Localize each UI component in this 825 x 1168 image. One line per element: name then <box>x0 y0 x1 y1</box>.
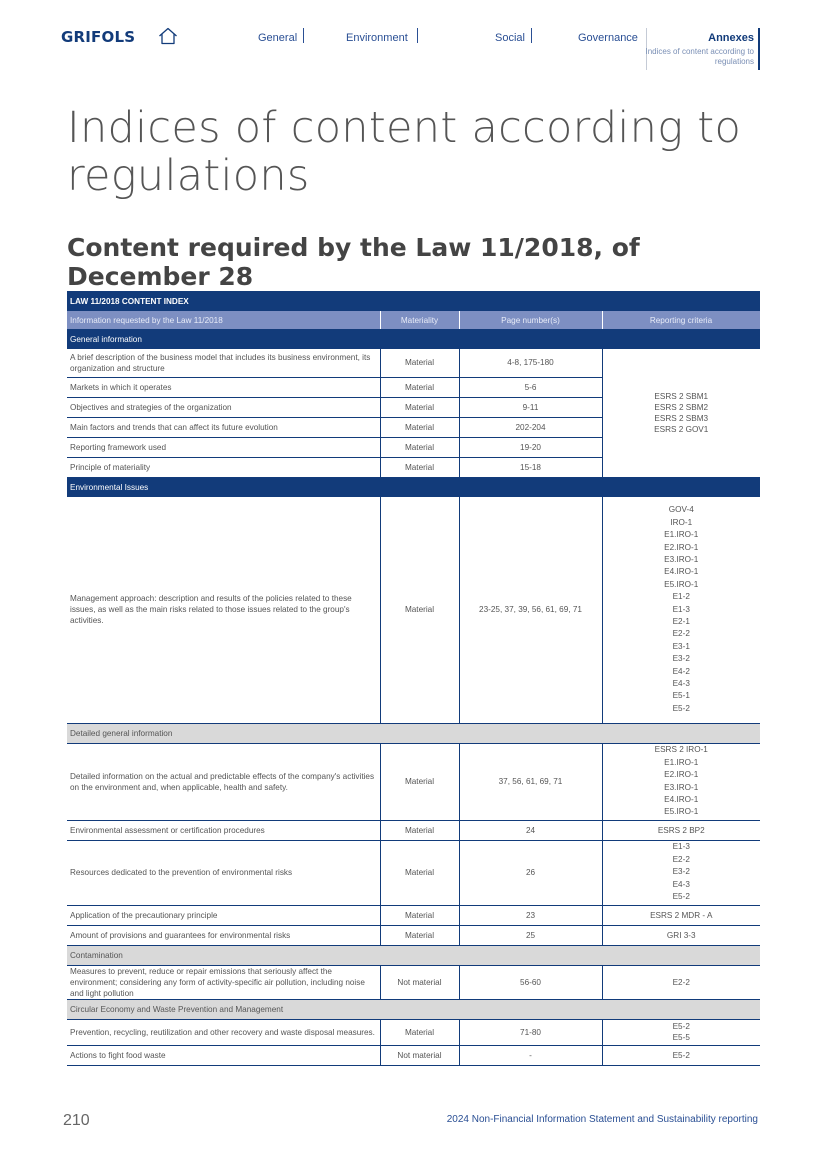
pages-cell: 202-204 <box>459 417 602 437</box>
criteria-line: ESRS 2 IRO-1 <box>654 745 708 755</box>
section-band-environmental: Environmental Issues <box>67 477 760 497</box>
footer-document-title: 2024 Non-Financial Information Statement and Sustainability reporting <box>446 1114 758 1125</box>
criteria-line: E2-2 <box>672 629 690 639</box>
subsection-row <box>67 999 760 1019</box>
materiality-cell: Material <box>380 905 459 925</box>
info-cell: Environmental assessment or certification procedures <box>67 820 380 840</box>
criteria-line: E4.IRO-1 <box>664 794 699 804</box>
table-title-row <box>67 291 760 311</box>
table-row <box>67 925 760 945</box>
nav-separator <box>303 28 304 43</box>
pages-cell: 56-60 <box>459 965 602 999</box>
criteria-line: E1.IRO-1 <box>664 530 699 540</box>
criteria-line: E5-1 <box>672 691 690 701</box>
column-header-criteria: Reporting criteria <box>602 311 760 329</box>
info-cell: Prevention, recycling, reutilization and other recovery and waste disposal measures. <box>67 1019 380 1045</box>
pages-cell: 25 <box>459 925 602 945</box>
info-cell: Main factors and trends that can affect its future evolution <box>67 417 380 437</box>
materiality-cell: Material <box>380 1019 459 1045</box>
table-row <box>67 1019 760 1045</box>
table-title: LAW 11/2018 CONTENT INDEX <box>67 291 760 311</box>
section-band-general: General information <box>67 329 760 349</box>
criteria-line: E3-2 <box>672 867 690 877</box>
section-band-row <box>67 329 760 349</box>
subsection-row <box>67 723 760 743</box>
info-cell: Objectives and strategies of the organization <box>67 397 380 417</box>
criteria-line: GOV-4 <box>668 505 694 515</box>
page-number: 210 <box>63 1112 90 1129</box>
criteria-line: E1-2 <box>672 592 690 602</box>
criteria-line: ESRS 2 SBM1 <box>654 391 709 401</box>
table-row <box>67 497 760 723</box>
info-cell: Resources dedicated to the prevention of environmental risks <box>67 840 380 905</box>
criteria-line: IRO-1 <box>670 517 693 527</box>
criteria-line: E1-3 <box>672 604 690 614</box>
pages-cell: 71-80 <box>459 1019 602 1045</box>
materiality-cell: Material <box>380 820 459 840</box>
grifols-logo[interactable]: GRIFOLS <box>61 28 136 46</box>
section-title: Content required by the Law 11/2018, of December 28 <box>67 233 640 291</box>
criteria-line: E5-2 <box>672 1022 690 1031</box>
nav-general[interactable]: General <box>258 32 298 44</box>
table-row <box>67 743 760 820</box>
column-header-materiality: Materiality <box>380 311 459 329</box>
info-cell: Management approach: description and results of the policies related to these issues, as well as the main risks related to those issues related to the group's activities. <box>67 497 380 723</box>
criteria-line: E5.IRO-1 <box>664 579 699 589</box>
section-band-row <box>67 477 760 497</box>
nav-social[interactable]: Social <box>495 32 525 44</box>
home-icon[interactable] <box>158 27 178 45</box>
materiality-cell: Material <box>380 437 459 457</box>
pages-cell: 19-20 <box>459 437 602 457</box>
materiality-cell: Material <box>380 377 459 397</box>
criteria-cell <box>602 1019 760 1045</box>
criteria-cell: E5-2 <box>602 1045 760 1065</box>
nav-governance[interactable]: Governance <box>578 32 638 44</box>
criteria-line: E5-2 <box>672 892 690 902</box>
materiality-cell: Not material <box>380 1045 459 1065</box>
criteria-line: E2-1 <box>672 616 690 626</box>
criteria-cell: E2-2 <box>602 965 760 999</box>
criteria-line: E5-2 <box>672 703 690 713</box>
criteria-line: E2.IRO-1 <box>664 542 699 552</box>
general-criteria-cell <box>602 349 760 477</box>
criteria-line: ESRS 2 SBM3 <box>654 413 709 423</box>
criteria-line: E2-2 <box>672 854 690 864</box>
criteria-line: E5-5 <box>672 1033 690 1042</box>
criteria-line: E3.IRO-1 <box>664 782 699 792</box>
info-cell: Application of the precautionary principle <box>67 905 380 925</box>
nav-environment[interactable]: Environment <box>346 32 408 44</box>
pages-cell: 4-8, 175-180 <box>459 349 602 377</box>
criteria-line: ESRS 2 GOV1 <box>654 424 709 434</box>
criteria-line: E3.IRO-1 <box>664 554 699 564</box>
info-cell: A brief description of the business model that includes its business environment, its organization and structure <box>67 349 380 377</box>
pages-cell: - <box>459 1045 602 1065</box>
criteria-line: E4-3 <box>672 879 690 889</box>
subsection-row <box>67 945 760 965</box>
criteria-line: E2.IRO-1 <box>664 770 699 780</box>
criteria-line: E3-1 <box>672 641 690 651</box>
criteria-line: E1.IRO-1 <box>664 757 699 767</box>
pages-cell: 37, 56, 61, 69, 71 <box>459 743 602 820</box>
nav-separator <box>417 28 418 43</box>
info-cell: Markets in which it operates <box>67 377 380 397</box>
subsection-circular-economy: Circular Economy and Waste Prevention and Management <box>67 999 760 1019</box>
nav-separator <box>531 28 532 43</box>
criteria-line: E5.IRO-1 <box>664 807 699 817</box>
info-cell: Measures to prevent, reduce or repair emissions that seriously affect the environment; considering any form of activity-specific air pollution, including noise and light pollution <box>67 965 380 999</box>
nav-annexes-subsection[interactable]: Indices of content according to regulations <box>645 47 754 66</box>
column-header-pages: Page number(s) <box>459 311 602 329</box>
info-cell: Amount of provisions and guarantees for environmental risks <box>67 925 380 945</box>
criteria-line: E4-3 <box>672 678 690 688</box>
info-cell: Actions to fight food waste <box>67 1045 380 1065</box>
materiality-cell: Not material <box>380 965 459 999</box>
materiality-cell: Material <box>380 397 459 417</box>
materiality-cell: Material <box>380 417 459 437</box>
pages-cell: 23-25, 37, 39, 56, 61, 69, 71 <box>459 497 602 723</box>
materiality-cell: Material <box>380 349 459 377</box>
materiality-cell: Material <box>380 457 459 477</box>
pages-cell: 23 <box>459 905 602 925</box>
pages-cell: 24 <box>459 820 602 840</box>
subsection-detailed: Detailed general information <box>67 723 760 743</box>
criteria-line: E4-2 <box>672 666 690 676</box>
criteria-cell <box>602 497 760 723</box>
criteria-cell <box>602 743 760 820</box>
criteria-line: E1-3 <box>672 842 690 852</box>
criteria-line: ESRS 2 SBM2 <box>654 402 709 412</box>
law-content-index-table <box>67 291 761 1066</box>
materiality-cell: Material <box>380 743 459 820</box>
criteria-line: E3-2 <box>672 654 690 664</box>
table-row <box>67 840 760 905</box>
table-row <box>67 1045 760 1065</box>
table-row <box>67 349 760 377</box>
table-row <box>67 820 760 840</box>
subsection-contamination: Contamination <box>67 945 760 965</box>
column-header-information: Information requested by the Law 11/2018 <box>67 311 380 329</box>
materiality-cell: Material <box>380 497 459 723</box>
page-title: Indices of content according to regulations <box>67 103 742 201</box>
table-row <box>67 905 760 925</box>
criteria-line: E4.IRO-1 <box>664 567 699 577</box>
info-cell: Reporting framework used <box>67 437 380 457</box>
pages-cell: 9-11 <box>459 397 602 417</box>
table-header-row <box>67 311 760 329</box>
table-row <box>67 965 760 999</box>
materiality-cell: Material <box>380 840 459 905</box>
criteria-cell: ESRS 2 BP2 <box>602 820 760 840</box>
materiality-cell: Material <box>380 925 459 945</box>
active-nav-indicator <box>758 28 760 70</box>
pages-cell: 15-18 <box>459 457 602 477</box>
info-cell: Detailed information on the actual and predictable effects of the company's activities on the environment and, when applicable, health and safety. <box>67 743 380 820</box>
pages-cell: 5-6 <box>459 377 602 397</box>
info-cell: Principle of materiality <box>67 457 380 477</box>
criteria-cell <box>602 840 760 905</box>
criteria-cell: ESRS 2 MDR - A <box>602 905 760 925</box>
pages-cell: 26 <box>459 840 602 905</box>
criteria-cell: GRI 3-3 <box>602 925 760 945</box>
nav-annexes[interactable]: Annexes <box>708 32 754 44</box>
